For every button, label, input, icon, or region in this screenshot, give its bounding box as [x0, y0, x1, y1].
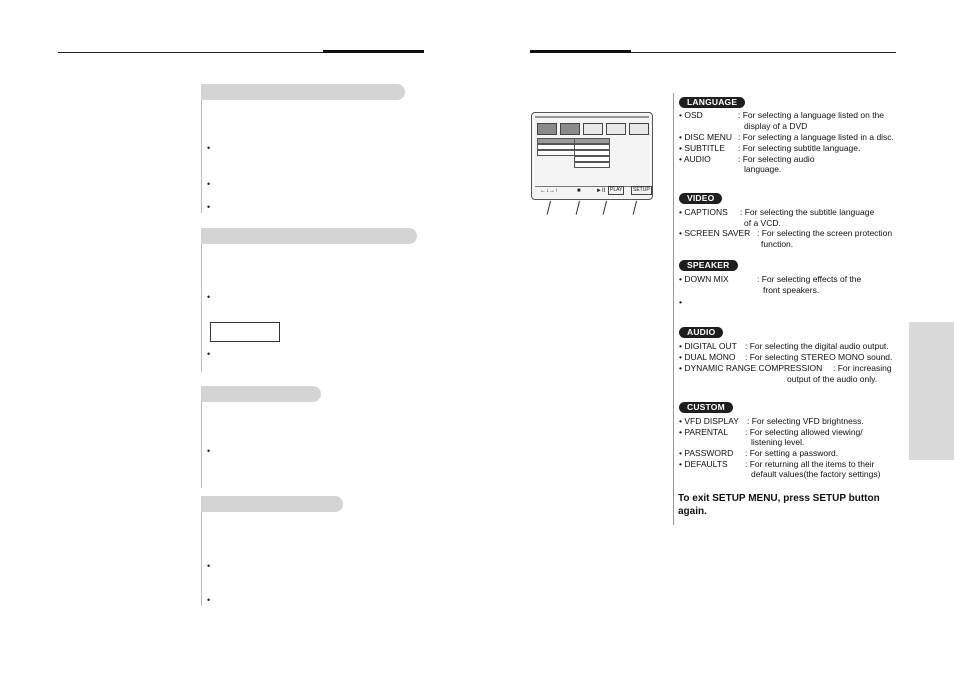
item-term: • DISC MENU — [679, 132, 733, 142]
screen-title-bar — [535, 116, 649, 118]
menu-icon-language — [537, 123, 557, 135]
item-desc-cont: output of the audio only. — [787, 374, 878, 384]
item-desc: : For setting a password. — [745, 448, 839, 458]
exit-instruction-line: To exit SETUP MENU, press SETUP button — [678, 493, 880, 504]
item-desc: : For selecting a language listed in a disc. — [738, 132, 894, 142]
menu-icon-audio — [606, 123, 626, 135]
item-desc: : For increasing — [833, 363, 892, 373]
bullet-mark: • — [207, 446, 211, 456]
bullet-mark: • — [207, 595, 211, 605]
left-header-accent — [323, 50, 424, 53]
exit-instruction — [678, 492, 880, 518]
section-label-speaker: SPEAKER — [679, 260, 738, 271]
blank-outline-box — [210, 322, 280, 342]
item-desc-cont: listening level. — [751, 437, 805, 447]
right-header-accent — [530, 50, 631, 53]
callout-line — [547, 201, 551, 215]
item-desc-cont: front speakers. — [763, 285, 820, 295]
item-term: • OSD — [679, 110, 703, 120]
setup-menu-screen-illustration — [531, 112, 653, 200]
bullet-mark: • — [207, 292, 211, 302]
item-desc: : For selecting effects of the — [757, 274, 862, 284]
item-term: • DEFAULTS — [679, 459, 728, 469]
item-term: • DIGITAL OUT — [679, 341, 737, 351]
item-desc-cont: language. — [744, 164, 782, 174]
callout-line — [633, 201, 637, 215]
enter-key-icon: ■ — [577, 188, 581, 194]
item-desc: : For returning all the items to their — [745, 459, 875, 469]
bullet-mark: • — [207, 143, 211, 153]
play-key-icon: PLAY — [610, 187, 623, 193]
item-desc: : For selecting VFD brightness. — [747, 416, 864, 426]
item-term: • CAPTIONS — [679, 207, 728, 217]
section-label-video: VIDEO — [679, 193, 722, 204]
section-tab-2 — [201, 228, 417, 244]
item-term: • AUDIO — [679, 154, 711, 164]
item-desc: : For selecting allowed viewing/ — [745, 427, 863, 437]
bullet-mark: • — [207, 561, 211, 571]
item-term: • VFD DISPLAY — [679, 416, 739, 426]
arrow-keys-icon: ←↓→↑ — [540, 188, 558, 194]
section-label-audio: AUDIO — [679, 327, 723, 338]
menu-icon-speaker — [583, 123, 603, 135]
item-desc: : For selecting subtitle language. — [738, 143, 861, 153]
item-desc: : For selecting the subtitle language — [740, 207, 875, 217]
section-guide-2 — [201, 244, 202, 372]
bullet-mark: • — [207, 179, 211, 189]
item-desc-cont: of a VCD. — [744, 218, 781, 228]
section-guide-3 — [201, 402, 202, 488]
item-term: • PASSWORD — [679, 448, 734, 458]
item-desc: : For selecting audio — [738, 154, 815, 164]
item-desc-cont: default values(the factory settings) — [751, 469, 881, 479]
item-desc: : For selecting the screen protection — [757, 228, 893, 238]
item-desc-cont: display of a DVD — [744, 121, 808, 131]
item-desc: : For selecting the digital audio output. — [745, 341, 889, 351]
section-label-custom: CUSTOM — [679, 402, 733, 413]
play-pause-icon: ►II — [596, 188, 606, 194]
item-term: • DYNAMIC RANGE COMPRESSION — [679, 363, 823, 373]
setup-key-icon: SETUP — [633, 187, 650, 193]
section-guide-1 — [201, 100, 202, 213]
item-desc: : For selecting a language listed on the — [738, 110, 885, 120]
exit-instruction-line: again. — [678, 506, 707, 517]
section-guide-4 — [201, 512, 202, 606]
item-term: • SUBTITLE — [679, 143, 725, 153]
section-tab-3 — [201, 386, 321, 402]
section-tab-4 — [201, 496, 343, 512]
menu-item-row — [537, 150, 575, 156]
menu-option-row — [574, 162, 610, 168]
item-term: • DUAL MONO — [679, 352, 736, 362]
bullet-mark: • — [207, 202, 211, 212]
item-desc-cont: function. — [761, 239, 794, 249]
chapter-thumb-tab — [909, 322, 954, 460]
column-divider — [673, 93, 674, 525]
item-term: • SCREEN SAVER — [679, 228, 751, 238]
section-tab-1 — [201, 84, 405, 100]
callout-line — [576, 201, 580, 215]
item-term: • DOWN MIX — [679, 274, 729, 284]
menu-icon-custom — [629, 123, 649, 135]
item-term: • — [679, 297, 682, 307]
callout-line — [603, 201, 607, 215]
menu-icon-video — [560, 123, 580, 135]
item-term: • PARENTAL — [679, 427, 728, 437]
bullet-mark: • — [207, 349, 211, 359]
section-label-language: LANGUAGE — [679, 97, 745, 108]
item-desc: : For selecting STEREO MONO sound. — [745, 352, 893, 362]
